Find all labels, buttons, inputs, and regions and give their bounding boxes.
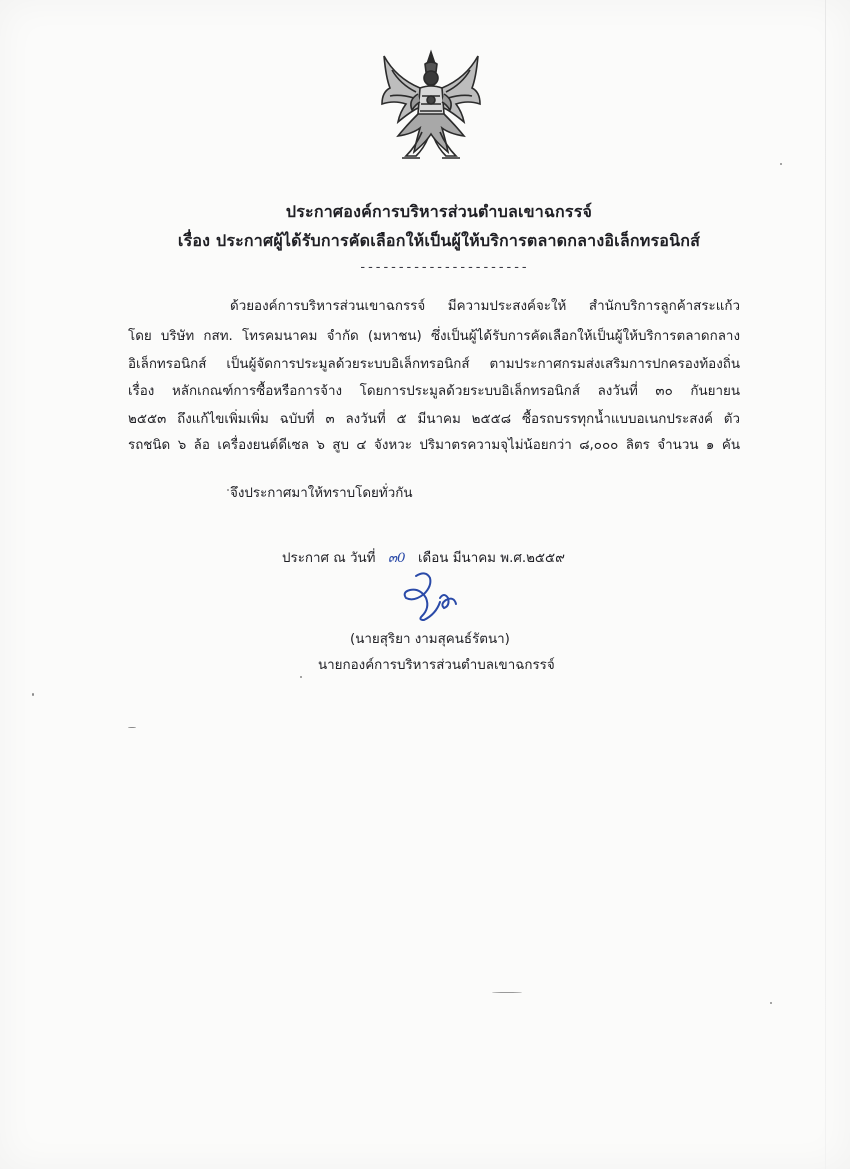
announcement-date (282, 547, 565, 568)
document-title: ประกาศองค์การบริหารส่วนตำบลเขาฉกรรจ์ (285, 202, 593, 221)
scan-speck (227, 489, 229, 491)
title-separator: ---------------------- (360, 260, 530, 275)
scan-speck (492, 992, 522, 993)
body-line: เรื่อง หลักเกณฑ์การซื้อหรือการจ้าง โดยการประมูลด้วยระบบอิเล็กทรอนิกส์ ลงวันที่ ๓๐ กันยายน (128, 384, 740, 399)
signer-position: นายกองค์การบริหารส่วนตำบลเขาฉกรรจ์ (318, 658, 555, 673)
body-line: ๒๕๕๓ ถึงแก้ไขเพิ่มเพิ่ม ฉบับที่ ๓ ลงวันที่ ๕ มีนาคม ๒๕๕๘ ซื้อรถบรรทุกน้ำแบบอเนกประสงค์ ตัว (128, 412, 740, 427)
document-subject: เรื่อง ประกาศผู้ได้รับการคัดเลือกให้เป็นผู้ให้บริการตลาดกลางอิเล็กทรอนิกส์ (177, 231, 701, 250)
date-prefix: ประกาศ ณ วันที่ (282, 551, 376, 566)
date-suffix: เดือน มีนาคม พ.ศ.๒๕๕๙ (417, 551, 565, 566)
body-line: ด้วยองค์การบริหารส่วนเขาฉกรรจ์ มีความประสงค์จะให้ สำนักบริการลูกค้าสระแก้ว (230, 299, 740, 314)
scan-speck (780, 163, 782, 165)
page-edge (825, 0, 826, 1169)
date-day-handwritten: ๓0 (387, 551, 406, 566)
body-line: รถชนิด ๖ ล้อ เครื่องยนต์ดีเซล ๖ สูบ ๔ จังหวะ ปริมาตรความจุไม่น้อยกว่า ๘,๐๐๐ ลิตร จำนวน ๑ คัน (128, 438, 740, 453)
scan-speck (770, 1002, 772, 1004)
notice-text: จึงประกาศมาให้ทราบโดยทั่วกัน (230, 486, 413, 501)
scan-speck (32, 693, 34, 696)
signer-name: (นายสุริยา งามสุคนธ์รัตนา) (350, 632, 510, 647)
body-line: อิเล็กทรอนิกส์ เป็นผู้จัดการประมูลด้วยระบบอิเล็กทรอนิกส์ ตามประกาศกรมส่งเสริมการปกครองท้องถิ่น (128, 357, 740, 372)
scan-speck (300, 676, 302, 678)
handwritten-signature (396, 568, 466, 628)
body-line: โดย บริษัท กสท. โทรคมนาคม จำกัด (มหาชน) ซึ่งเป็นผู้ได้รับการคัดเลือกให้เป็นผู้ให้บริการตลาดกลาง (128, 329, 740, 344)
garuda-emblem-icon (376, 48, 486, 168)
scan-speck (128, 727, 136, 728)
